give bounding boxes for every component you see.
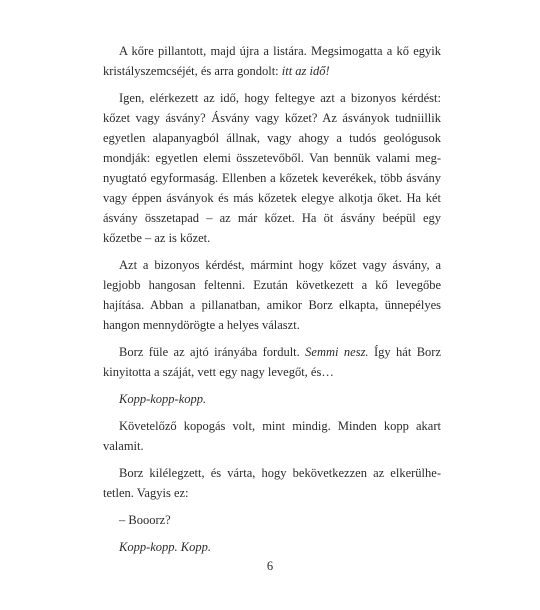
paragraph: [103, 389, 441, 409]
paragraph: [103, 463, 441, 503]
dialogue-line: [103, 510, 441, 530]
paragraph-text-italic: itt az idő!: [281, 64, 330, 78]
paragraph-text: A kőre pillantott, majd újra a listára. Megsimogatta a kő egyik kristályszemcséjét, és arra gondolt:: [103, 44, 441, 78]
paragraph-text-italic: Kopp-kopp-kopp.: [119, 392, 207, 406]
paragraph: [103, 88, 441, 248]
page-body: [103, 41, 441, 564]
paragraph-text-italic: Kopp-kopp. Kopp.: [119, 540, 212, 554]
paragraph: [103, 255, 441, 335]
paragraph: [103, 342, 441, 382]
paragraph-text: – Booorz?: [119, 513, 171, 527]
paragraph: [103, 416, 441, 456]
paragraph: [103, 537, 441, 557]
paragraph-text: Borz füle az ajtó irányába fordult.: [119, 345, 306, 359]
paragraph-text: Követelőző kopogás volt, mint mindig. Minden kopp akart valamit.: [103, 419, 441, 453]
paragraph-text: Így hát Borz kinyitotta a száját, vett egy nagy levegőt, és…: [103, 345, 442, 379]
page-number: 6: [266, 559, 274, 573]
paragraph-text: Igen, elérkezett az idő, hogy feltegye azt a bizonyos kérdést: kőzet vagy ásvány? Ásvány vagy kőzet? Az ásványok tudniillik egyetlen alapanyagból állnak, vagy ahogy a tudós geológusok mondják: egyetlen elemi összetevőből. Van bennük valami megnyugtató egyformaság. Ellenben a kőzetek keverékek, több ásvány vagy éppen ásványok és más kőzetek elegye alkotja őket. Ha két ásvány összetapad – az már kőzet. Ha öt ásvány beépül egy kőzetbe – az is kőzet.: [103, 91, 441, 245]
paragraph-text: Borz kilélegzett, és várta, hogy bekövetkezzen az elkerülhetetlen. Vagyis ez:: [103, 466, 441, 500]
paragraph-text-italic: Semmi nesz.: [305, 345, 369, 359]
paragraph: [103, 41, 441, 81]
paragraph-text: Azt a bizonyos kérdést, mármint hogy kőzet vagy ásvány, a legjobb hangosan feltenni. Ezután következett a kő levegőbe hajítása. Abban a pillanatban, amikor Borz elkapta, ünnepélyes hangon mennydörögte a helyes választ.: [103, 258, 441, 332]
